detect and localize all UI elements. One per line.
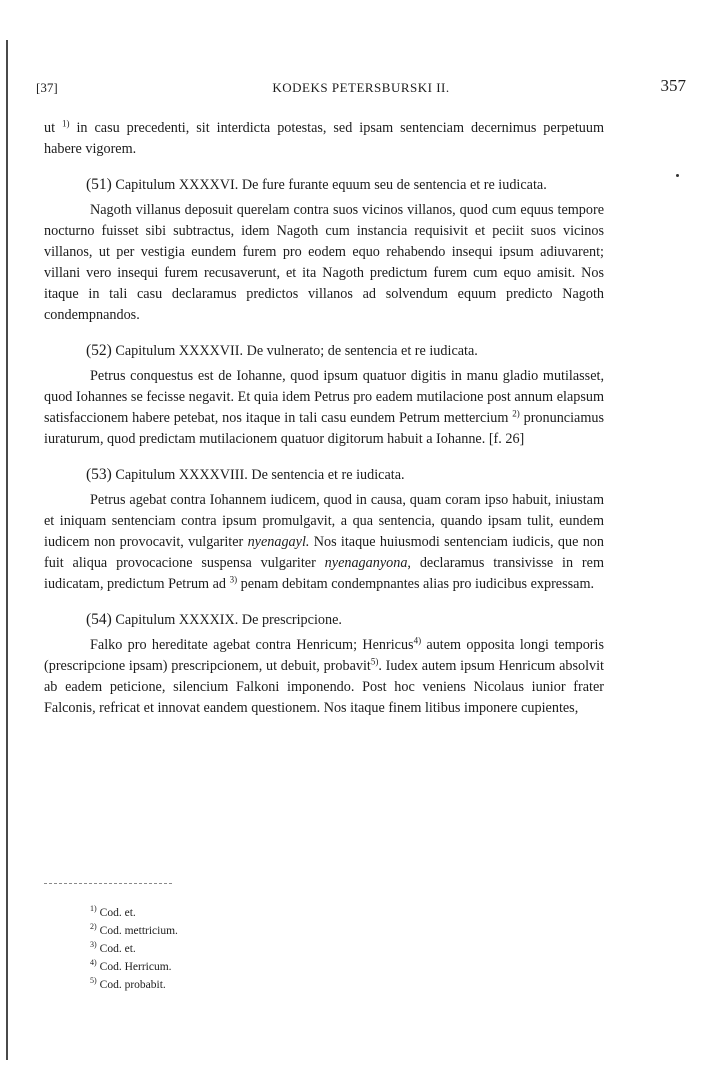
chapter-heading-54 xyxy=(44,609,604,631)
footnote-text: Cod. et. xyxy=(99,943,136,955)
footnote-item xyxy=(90,922,178,940)
footnote-mark: 1) xyxy=(90,904,97,914)
intro-text-a: ut xyxy=(44,120,63,136)
chapter-title-52: Capitulum XXXXVII. De vulnerato; de sentencia et re iudicata. xyxy=(111,343,478,359)
ch52-text-a: Petrus conquestus est de Iohanne, quod ipsum quatuor digitis in manu gladio mutilasset, quod Iohannes se fecisse negavit. Et quia idem Petrus pro eadem mutilacione post annum elapsum satisfaccionem habere petebat, nos itaque in tali casu eundem Petrum mettercium xyxy=(44,368,604,426)
footnote-ref-5: 5) xyxy=(370,656,379,667)
page-header xyxy=(36,78,686,100)
chapter-heading-51 xyxy=(44,174,604,196)
ch53-text-a: Petrus agebat contra Iohannem iudicem, quod in causa, quam coram ipso habuit, iniustam et iniquam sentenciam contra ipsum promulgavit, a qua sentencia, quando ipsam tulit, eundem iudicem non provocavit, vulgariter xyxy=(44,492,604,550)
footnote-mark: 5) xyxy=(90,976,97,986)
chapter-heading-53 xyxy=(44,464,604,486)
chapter-heading-52 xyxy=(44,340,604,362)
running-title: KODEKS PETERSBURSKI II. xyxy=(272,80,450,95)
vernacular-term-2: nyenaganyona xyxy=(324,555,408,571)
footnote-item xyxy=(90,976,178,994)
footnote-ref-4: 4) xyxy=(413,635,422,646)
chapter-title-54: Capitulum XXXXIX. De prescripcione. xyxy=(111,612,342,628)
footnote-text: Cod. Herricum. xyxy=(99,961,172,973)
ch53-text-c: , declaramus transivisse in rem iudicatam, predictum Petrum ad xyxy=(44,555,604,592)
footnote-mark: 2) xyxy=(90,922,97,932)
footnotes xyxy=(90,904,178,994)
chapter-paragraph-54 xyxy=(44,635,604,719)
ch53-text-d: penam debitam condempnantes alias pro iudicibus expressam. xyxy=(237,576,595,592)
chapter-number-54: (54) xyxy=(86,611,112,628)
footnote-separator xyxy=(44,883,172,884)
ch54-text-a: Falko pro hereditate agebat contra Henricum; Henricus xyxy=(90,637,414,653)
footnote-item xyxy=(90,958,178,976)
footnote-text: Cod. et. xyxy=(99,907,136,919)
ch52-text-b: pronunciamus iuraturum, quod predictam mutilacionem quatuor digitorum habuit a Iohanne. [f. 26] xyxy=(44,410,604,447)
footnote-item xyxy=(90,940,178,958)
chapter-paragraph-52 xyxy=(44,366,604,450)
ch53-text-b: Nos itaque huiusmodi sentenciam iudicis, que non fuit aliqua provocacione suspensa vulgariter xyxy=(44,534,604,571)
footnote-mark: 4) xyxy=(90,958,97,968)
footnote-ref-3: 3) xyxy=(229,574,238,585)
ch54-text-b: autem opposita longi temporis (prescripcione ipsam) prescripcionem, ut debuit, probavit xyxy=(44,637,604,674)
ink-speck xyxy=(676,174,679,177)
intro-text-b: in casu precedenti, sit interdicta potestas, sed ipsam sentenciam decernimus perpetuum habere vigorem. xyxy=(44,120,604,157)
vernacular-term-1: nyenagayl. xyxy=(247,534,310,550)
chapter-number-53: (53) xyxy=(86,466,112,483)
footnote-mark: 3) xyxy=(90,940,97,950)
footnote-item xyxy=(90,904,178,922)
chapter-number-52: (52) xyxy=(86,342,112,359)
chapter-paragraph-51: Nagoth villanus deposuit querelam contra suos vicinos villanos, quod cum equus tempore nocturno fuisset sibi subtractus, idem Nagoth cum instancia requisivit et peciit suos vicinos villanos, ut per vestigia eundem furem pro eodem equo rehabendo insequi ipsum adiuvarent; villani vero insequi furem recusaverunt, et ita Nagoth predictum furem cum equo amisit. Nos itaque in tali casu declaramus predictos villanos ad solvendum equum predicto Nagoth condempnandos. xyxy=(44,202,604,323)
footnote-ref-2: 2) xyxy=(512,408,520,419)
footnote-text: Cod. probabit. xyxy=(99,979,166,991)
page-number: 357 xyxy=(660,76,686,95)
page-spine-edge xyxy=(6,40,8,1060)
chapter-paragraph-53 xyxy=(44,490,604,595)
footnote-text: Cod. mettricium. xyxy=(99,925,178,937)
intro-paragraph xyxy=(44,118,604,160)
ch54-text-c: . Iudex autem ipsum Henricum absolvit ab eadem peticione, silencium Falkoni imponendo. Post hoc veniens Nicolaus iunior frater Falconis, refricat et innovat eandem questionem. Nos itaque finem litibus imponere cupientes, xyxy=(44,658,604,716)
chapter-title-53: Capitulum XXXXVIII. De sentencia et re iudicata. xyxy=(111,467,405,483)
page-reference: [37] xyxy=(36,80,58,95)
main-text xyxy=(44,118,604,719)
footnote-ref-1: 1) xyxy=(62,118,70,129)
chapter-number-51: (51) xyxy=(86,176,112,193)
chapter-title-51: Capitulum XXXXVI. De fure furante equum seu de sentencia et re iudicata. xyxy=(111,177,547,193)
